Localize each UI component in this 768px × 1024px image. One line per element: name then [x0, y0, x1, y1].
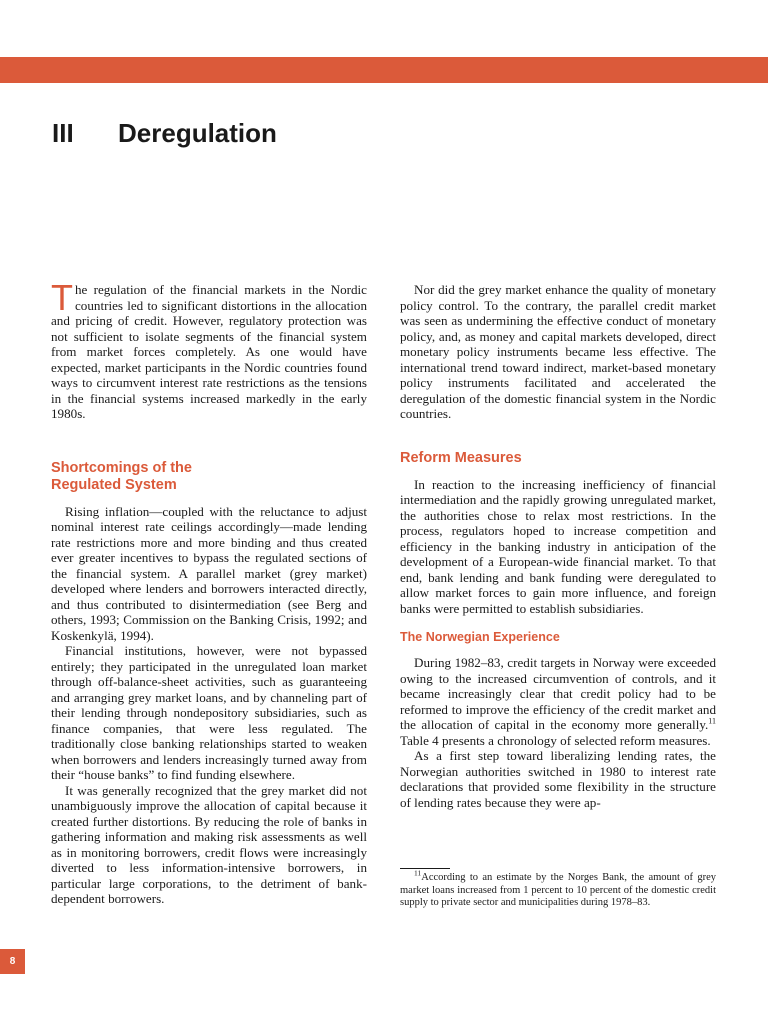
body-paragraph: Rising inflation—coupled with the reluctance to adjust nominal interest rate ceilings accordingly—made lending rate restrictions more and more binding and thus created ever greater incentives to bypass the regulated sections of the financial system. A parallel market (grey market) developed where lenders and borrowers interacted directly, and thus contributed to disintermediation (see Berg and others, 1993; Commission on the Banking Crisis, 1992; and Koskenkylä, 1994). [51, 503, 367, 643]
right-column [400, 282, 716, 810]
drop-cap: T [51, 277, 73, 318]
footnote-text: According to an estimate by the Norges Bank, the amount of grey market loans increased from 1 percent to 10 percent of the domestic credit supply to private sector and municipalities during 1978–83. [400, 872, 716, 908]
intro-paragraph [51, 277, 367, 422]
header-accent-bar [0, 57, 768, 83]
body-paragraph: As a first step toward liberalizing lending rates, the Norwegian authorities switched in 1980 to interest rate declarations that provided some flexibility in the structure of lending rates because they were ap- [400, 748, 716, 810]
page-number: 8 [0, 949, 25, 974]
heading-line-1: Shortcomings of the [51, 459, 192, 476]
subsection-heading-norway: The Norwegian Experience [400, 630, 560, 644]
body-paragraph: Financial institutions, however, were not bypassed entirely; they participated in the unregulated loan market through off-balance-sheet activities, such as guaranteeing and arranging grey market loans, and by channeling part of their lending through nondepository subsidiaries, such as finance companies, that were less regulated. The traditionally close banking relationships started to weaken when borrowers and lenders increasingly turned away from their “house banks” to find funding elsewhere. [51, 643, 367, 782]
chapter-title [52, 118, 277, 149]
footnote [400, 868, 716, 910]
chapter-number: III [52, 118, 74, 148]
footnote-number: 11 [414, 868, 422, 878]
left-column [51, 277, 367, 907]
body-paragraph: Nor did the grey market enhance the quality of monetary policy control. To the contrary, the parallel credit market was seen as undermining the effective conduct of monetary policy, and, as money and capital markets developed, direct monetary policy instruments became less effective. The international trend toward indirect, market-based monetary policy instruments facilitated and accelerated the deregulation of the domestic financial system in the Nordic countries. [400, 282, 716, 421]
body-paragraph: In reaction to the increasing inefficiency of financial intermediation and the rapidly growing unregulated market, the authorities chose to relax most restrictions. In the process, regulators hoped to increase competition and efficiency in the banking industry in anticipation of the development of a European-wide financial market. To that end, bank lending and bank funding were deregulated to allow market forces to gain more influence, and foreign banks were permitted to establish subsidiaries. [400, 476, 716, 616]
intro-text: he regulation of the financial markets in the Nordic countries led to significant distortions in the allocation and pricing of credit. However, regulatory protection was not sufficient to isolate segments of the financial system from market forces completely. As one would have expected, market participants in the Nordic countries found ways to circumvent interest rate restrictions as the tensions in the financial systems increased markedly in the early 1980s. [51, 282, 367, 421]
footnote-reference[interactable]: 11 [708, 716, 716, 726]
heading-line-2: Regulated System [51, 476, 177, 493]
body-paragraph: It was generally recognized that the grey market did not unambiguously improve the allocation of capital because it created further distortions. By reducing the role of banks in gathering information and making risk assessments as well as in monitoring borrowers, credit flows were increasingly diverted to less information-intensive borrowers, in particular large corporations, to the detriment of bank-dependent borrowers. [51, 782, 367, 906]
paragraph-text: During 1982–83, credit targets in Norway were exceeded owing to the increased circumvention of controls, and it became increasingly clear that credit policy had to be reformed to improve the efficiency of the credit market and the allocation of capital in the economy more generally. [400, 655, 716, 732]
section-heading-reform: Reform Measures [400, 449, 522, 466]
chapter-title-text: Deregulation [118, 118, 277, 148]
footnote-divider [400, 868, 450, 869]
section-heading-shortcomings [51, 460, 367, 494]
body-paragraph [400, 655, 716, 748]
paragraph-text: Table 4 presents a chronology of selected reform measures. [400, 732, 711, 748]
